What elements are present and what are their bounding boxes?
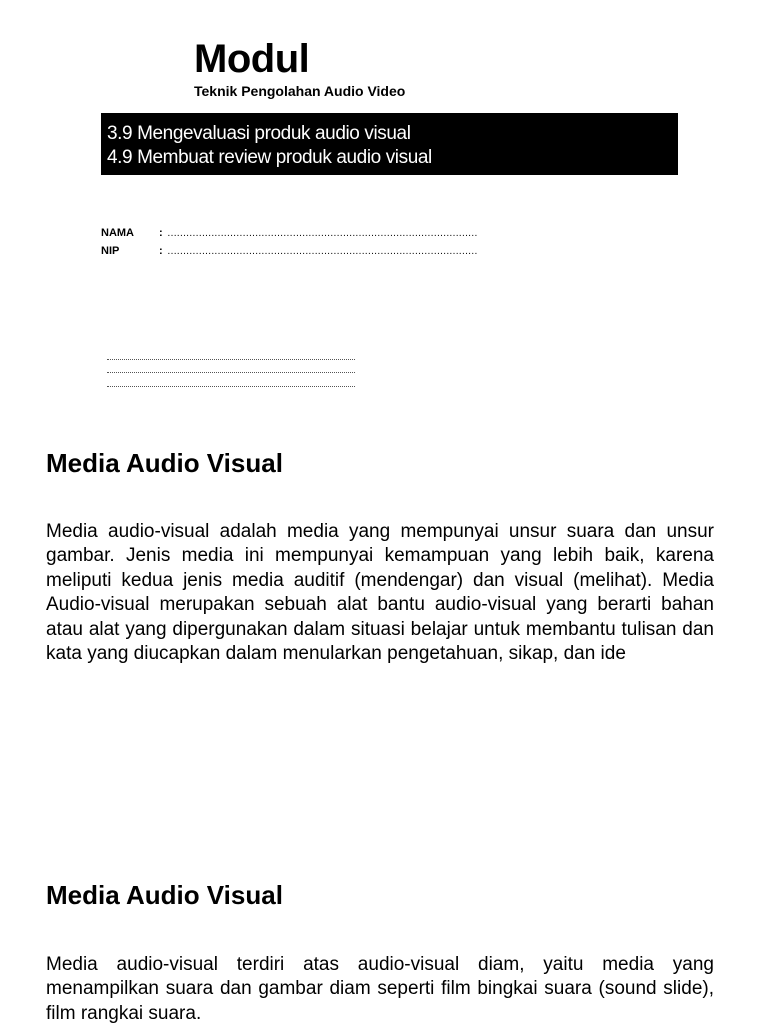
- blank-line-1: [107, 359, 355, 360]
- blank-line-3: [107, 386, 355, 387]
- blank-line-2: [107, 372, 355, 373]
- nip-field-blank: ………………………………………………………………………………………: [167, 246, 478, 257]
- nip-field-separator: :: [159, 245, 163, 257]
- name-field-blank: ………………………………………………………………………………………: [167, 228, 478, 239]
- section-heading-1: Media Audio Visual: [46, 448, 283, 478]
- competency-banner: [101, 113, 678, 175]
- name-field-separator: :: [159, 227, 163, 239]
- competency-line-2: 4.9 Membuat review produk audio visual: [107, 147, 432, 168]
- name-field-row: [101, 226, 477, 241]
- name-field-label: NAMA: [101, 227, 134, 239]
- section-body-1: Media audio-visual adalah media yang mempunyai unsur suara dan unsur gambar. Jenis media ini mempunyai kemampuan yang lebih baik, karena meliputi kedua jenis media auditif (mendengar) dan visual (melihat). Media Audio-visual merupakan sebuah alat bantu audio-visual yang berarti bahan atau alat yang dipergunakan dalam situasi belajar untuk membantu tulisan dan kata yang diucapkan dalam menularkan pengetahuan, sikap, dan ide: [46, 521, 714, 665]
- competency-line-1: 3.9 Mengevaluasi produk audio visual: [107, 123, 411, 144]
- section-heading-2: Media Audio Visual: [46, 880, 283, 910]
- nip-field-label: NIP: [101, 245, 120, 257]
- nip-field-row: [101, 244, 477, 259]
- module-title: Modul: [194, 37, 310, 81]
- section-body-2: Media audio-visual terdiri atas audio-visual diam, yaitu media yang menampilkan suara dan gambar diam seperti film bingkai suara (sound slide), film rangkai suara.: [46, 954, 714, 1024]
- module-subtitle: Teknik Pengolahan Audio Video: [194, 83, 406, 99]
